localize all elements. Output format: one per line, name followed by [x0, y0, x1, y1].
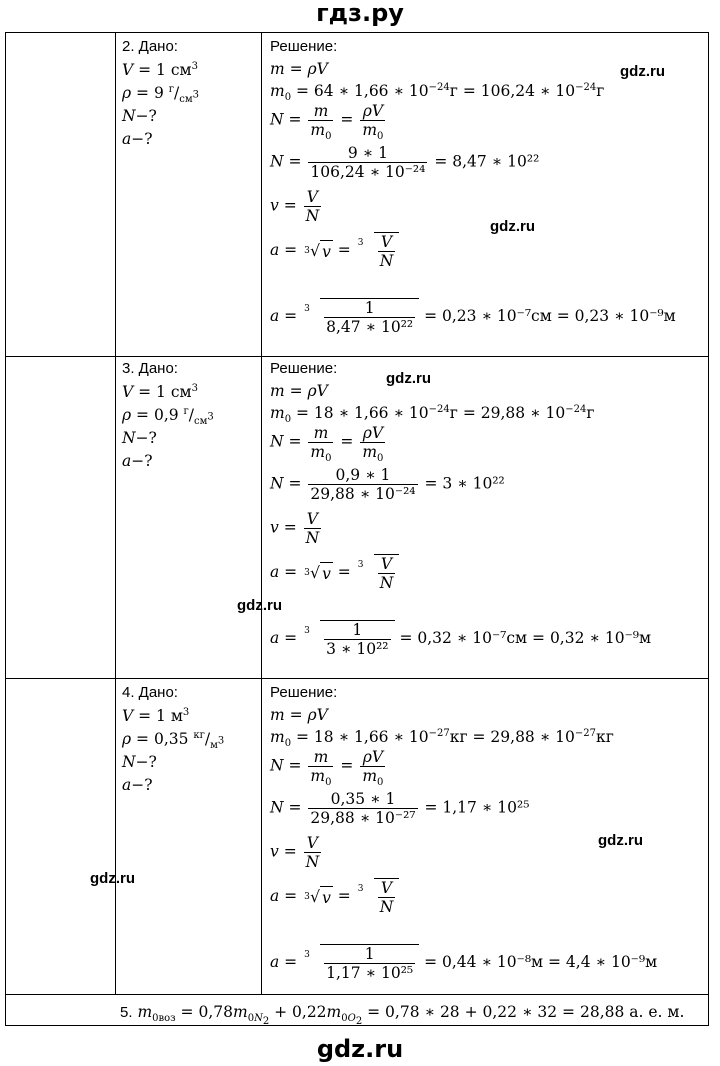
given-volume: V = 1 $м^3$ [122, 706, 190, 725]
given-density: ρ = 0,35 $^{кг}/_{м^3}$ [122, 729, 225, 752]
formula-mass: m = ρV [270, 60, 328, 78]
solution-title: Решение: [270, 684, 338, 701]
formula-n-value: N = $\frac{0,9 ∗ 1}{\text{29,88 ∗ 10⁻²⁴}}$ = 3 ∗ 10²² [270, 466, 505, 503]
formula-a-value: a = 3 $\frac{1}{\text{8,47 ∗ 10²²}}$ = 0,23 ∗ 10⁻⁷см = 0,23 ∗ 10⁻⁹м [270, 299, 676, 336]
a-denominator: 1,17 ∗ 10²⁵ [326, 964, 414, 982]
watermark-2: gdz.ru [490, 218, 535, 235]
formula-m0: $m_0 = 64$ ∗ 1,66 ∗ $10^{-24}г = 106,24$ ∗ $10^{-24}г$ [270, 81, 605, 104]
watermark-5: gdz.ru [598, 832, 643, 849]
given-unknown-a: a−? [122, 452, 153, 470]
formula-n-value: N = $\frac{9 ∗ 1}{\text{106,24 ∗ 10⁻²⁴}}$ = 8,47 ∗ 10²² [270, 144, 540, 181]
formula-m0: $m_0 = 18$ ∗ 1,66 ∗ $10^{-24}г = 29,88$ ∗ $10^{-24}г$ [270, 403, 595, 426]
solution-title: Решение: [270, 360, 338, 377]
formula-mass: m = ρV [270, 382, 328, 400]
row-divider-2 [6, 678, 708, 679]
solution-title: Решение: [270, 38, 338, 55]
formula-a-value: a = 3 $\frac{1}{\text{1,17 ∗ 10²⁵}}$ = 0,44 ∗ 10⁻⁸м = 4,4 ∗ 10⁻⁹м [270, 945, 658, 982]
formula-v: v = $\frac{V}{N}$ [270, 834, 320, 871]
given-unknown-a: a−? [122, 776, 153, 794]
given-density: ρ = 9 $^г/_{см^3}$ [122, 83, 200, 106]
given-volume: V = 1 $см^3$ [122, 382, 198, 401]
n-result: = 8,47 ∗ 10²² [434, 152, 540, 171]
given-unknown-n: N−? [122, 107, 157, 125]
formula-a-root: a = 3 √ v = 3 $\frac{V}{N}$ [270, 232, 399, 270]
watermark-1: gdz.ru [620, 63, 665, 80]
row-divider-1 [6, 356, 708, 357]
formula-n-value: N = $\frac{0,35 ∗ 1}{\text{29,88 ∗ 10⁻²⁷}}$ = 1,17 ∗ 10²⁵ [270, 790, 530, 827]
formula-mass: m = ρV [270, 706, 328, 724]
column-divider-2 [261, 33, 262, 994]
watermark-6: gdz.ru [90, 870, 135, 887]
a-result: = 0,44 ∗ 10⁻⁸м = 4,4 ∗ 10⁻⁹м [424, 953, 658, 971]
watermark-4: gdz.ru [237, 597, 282, 614]
watermark-3: gdz.ru [386, 370, 431, 387]
formula-a-root: a = 3 √ v = 3 $\frac{V}{N}$ [270, 878, 399, 916]
column-divider-1 [115, 33, 116, 994]
formula-v: v = $\frac{V}{N}$ [270, 510, 320, 547]
n-result: = 3 ∗ 10²² [424, 474, 505, 493]
site-footer: gdz.ru [316, 1035, 404, 1063]
problem-3-solution [270, 358, 700, 678]
problem-4-given [122, 682, 224, 797]
n-denominator: 106,24 ∗ 10⁻²⁴ [310, 163, 426, 181]
problem-3-given [122, 358, 214, 473]
n-numerator: 9 ∗ 1 [308, 144, 427, 163]
formula-v: v = $\frac{V}{N}$ [270, 188, 320, 225]
formula-n: N = $\frac{m}{m_0}$ = $\frac{\rho V}{m_0}$ [270, 748, 384, 789]
a-result: = 0,32 ∗ 10⁻⁷см = 0,32 ∗ 10⁻⁹м [399, 629, 652, 647]
given-unknown-n: N−? [122, 429, 157, 447]
n-numerator: 0,9 ∗ 1 [308, 466, 417, 485]
formula-m0: $m_0 = 18$ ∗ 1,66 ∗ $10^{-27}кг = 29,88$ ∗ $10^{-27}кг$ [270, 727, 614, 750]
problem-5-line: 5. $m_{0воз} = 0,78m_{0N_2} + 0,22m_{0O_2} = 0,78$ ∗ 28 + 0,22 ∗ 32 = 28,88 а. е. м. [120, 1003, 685, 1028]
given-unknown-n: N−? [122, 753, 157, 771]
formula-a-root: a = 3 √ v = 3 $\frac{V}{N}$ [270, 554, 399, 592]
formula-a-value: a = 3 $\frac{1}{\text{3 ∗ 10²²}}$ = 0,32 ∗ 10⁻⁷см = 0,32 ∗ 10⁻⁹м [270, 621, 652, 658]
formula-n: N = $\frac{m}{m_0}$ = $\frac{\rho V}{m_0}$ [270, 102, 384, 143]
problem-5-number: 5. [120, 1004, 133, 1021]
given-volume: V = 1 $см^3$ [122, 60, 198, 79]
a-denominator: 3 ∗ 10²² [326, 640, 389, 658]
n-denominator: 29,88 ∗ 10⁻²⁴ [310, 485, 416, 503]
given-density: ρ = 0,9 $^г/_{см^3}$ [122, 405, 214, 428]
site-header: гдз.ру [316, 0, 404, 27]
problem-2-solution [270, 36, 700, 356]
a-denominator: 8,47 ∗ 10²² [326, 318, 414, 336]
given-title: 3. Дано: [122, 360, 178, 377]
given-unknown-a: a−? [122, 130, 153, 148]
a-result: = 0,23 ∗ 10⁻⁷см = 0,23 ∗ 10⁻⁹м [424, 307, 676, 325]
formula-n: N = $\frac{m}{m_0}$ = $\frac{\rho V}{m_0}$ [270, 424, 384, 465]
given-title: 2. Дано: [122, 38, 178, 55]
given-title: 4. Дано: [122, 684, 178, 701]
n-denominator: 29,88 ∗ 10⁻²⁷ [310, 809, 416, 827]
n-numerator: 0,35 ∗ 1 [308, 790, 417, 809]
problem-2-given [122, 36, 199, 151]
n-result: = 1,17 ∗ 10²⁵ [424, 798, 530, 817]
